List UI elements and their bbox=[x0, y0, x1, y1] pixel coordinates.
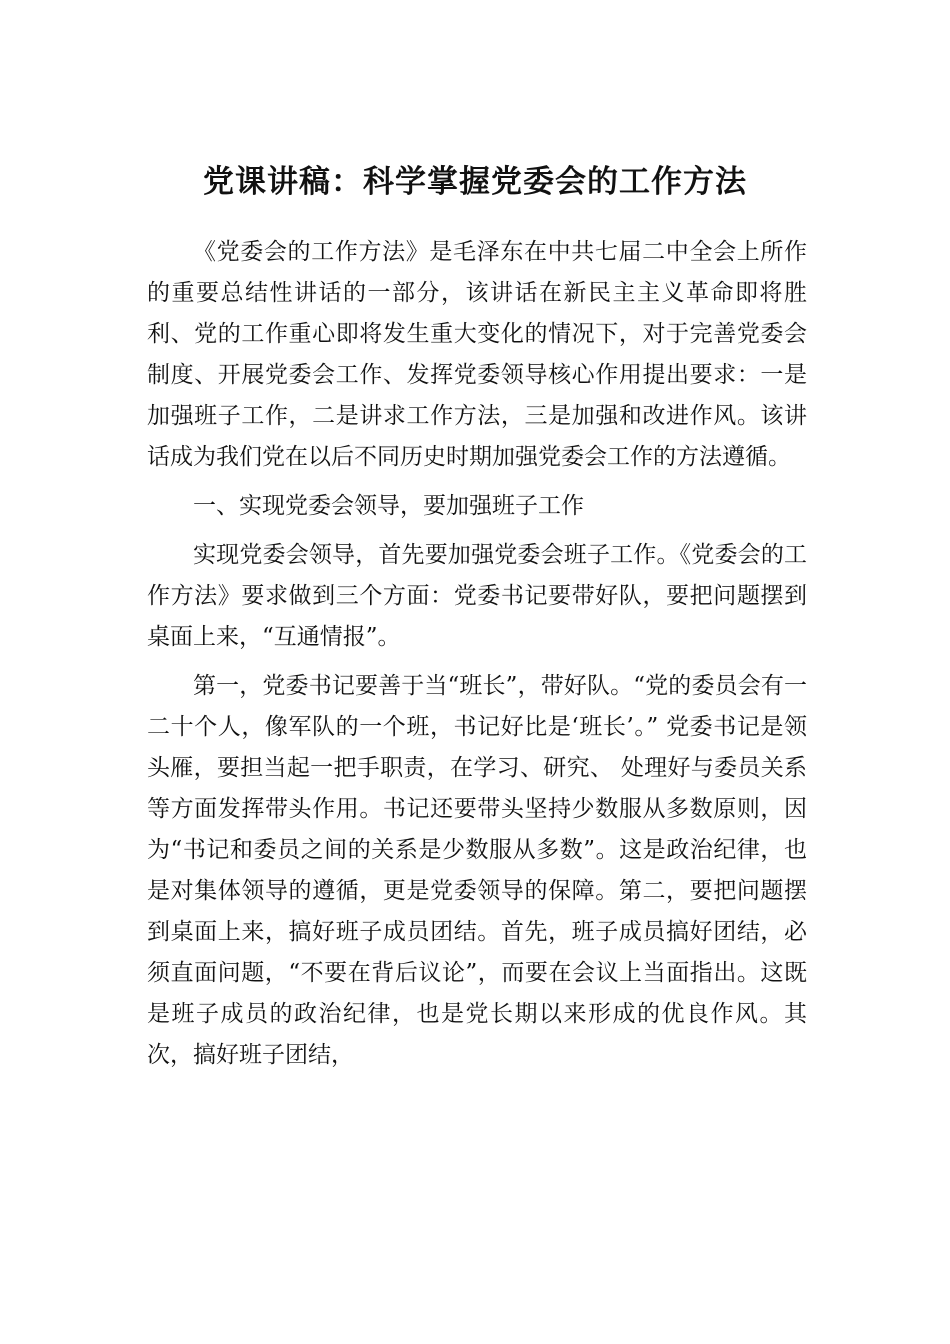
paragraph-section-1-intro: 实现党委会领导，首先要加强党委会班子工作。《党委会的工作方法》要求做到三个方面：党委书记要带好队，要把问题摆到桌面上来，“互通情报”。 bbox=[147, 542, 807, 650]
paragraph-section-1-detail: 第一，党委书记要善于当“班长”，带好队。“党的委员会有一二十个人，像军队的一个班，书记好比是‘班长’。” 党委书记是领头雁，要担当起一把手职责，在学习、研究、 处理好与委员关系等方面发挥带头作用。书记还要带头坚持少数服从多数原则，因为“书记和委员之间的关系是少数服从多数”。这是政治纪律，也是对集体领导的遵循，更是党委领导的保障。第二，要把问题摆到桌面上来，搞好班子成员团结。首先，班子成员搞好团结，必须直面问题，“不要在背后议论”，而要在会议上当面指出。这既是班子成员的政治纪律，也是党长期以来形成的优良作风。其次，搞好班子团结， bbox=[147, 673, 807, 1068]
document-title: 党课讲稿：科学掌握党委会的工作方法 bbox=[203, 164, 747, 200]
paragraph-intro: 《党委会的工作方法》是毛泽东在中共七届二中全会上所作的重要总结性讲话的一部分，该讲话在新民主主义革命即将胜利、党的工作重心即将发生重大变化的情况下，对于完善党委会制度、开展党委会工作、发挥党委领导核心作用提出要求：一是加强班子工作，二是讲求工作方法，三是加强和改进作风。该讲话成为我们党在以后不同历史时期加强党委会工作的方法遵循。 bbox=[147, 239, 807, 470]
section-heading-1: 一、实现党委会领导，要加强班子工作 bbox=[193, 493, 584, 519]
document-body bbox=[147, 232, 807, 1084]
